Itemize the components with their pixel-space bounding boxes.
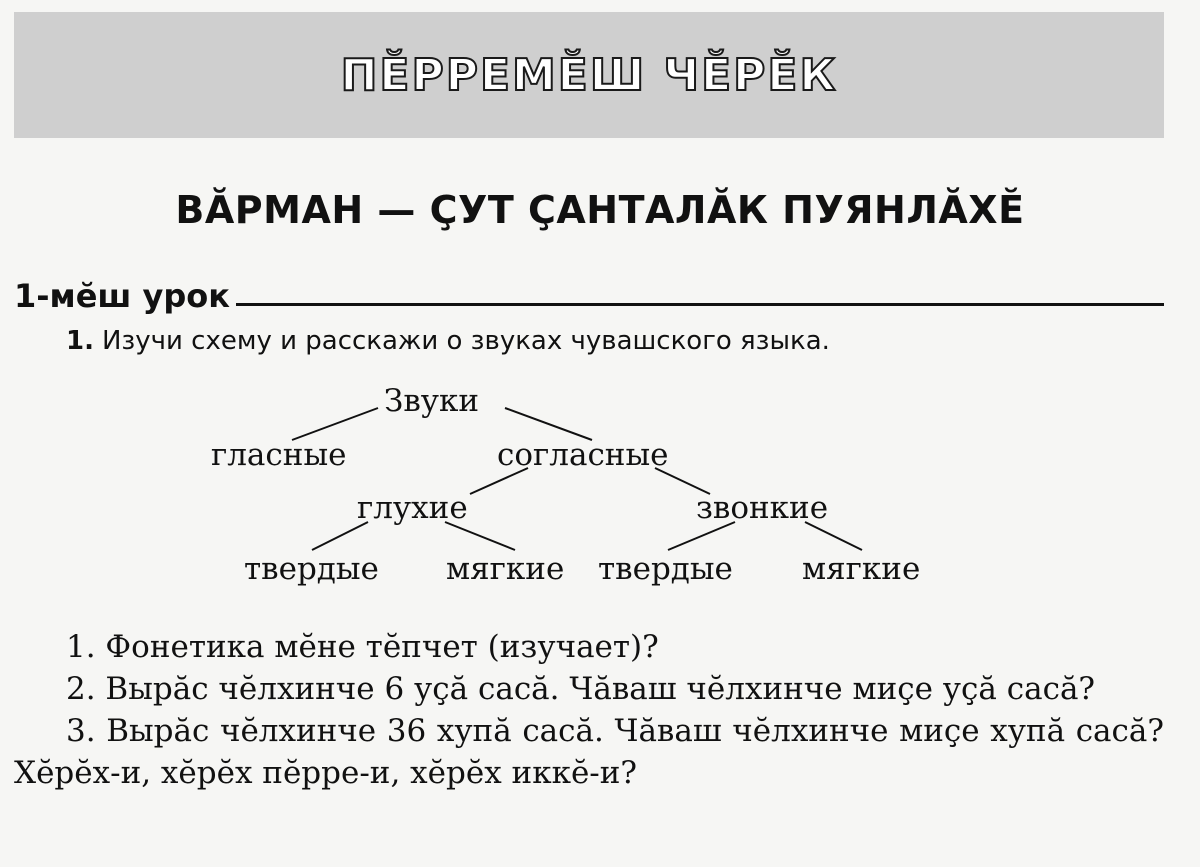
connector-root-vowels bbox=[292, 408, 378, 440]
task-instruction bbox=[66, 326, 830, 356]
lesson-heading bbox=[14, 270, 1164, 314]
task-text: Изучи схему и расскажи о звуках чувашского языка. bbox=[101, 326, 830, 356]
scheme-voiceless-soft: мягкие bbox=[446, 551, 565, 587]
chapter-banner bbox=[14, 12, 1164, 138]
task-number: 1. bbox=[66, 326, 94, 356]
scheme-root-sounds: Звуки bbox=[384, 383, 480, 419]
questions-list bbox=[14, 626, 1164, 794]
scheme-voiceless-hard: твердые bbox=[244, 551, 379, 587]
connector-voiceless-hard bbox=[312, 522, 368, 550]
connector-voiced-soft bbox=[805, 522, 862, 550]
scheme-voiceless: глухие bbox=[357, 490, 468, 526]
question-item: 3. Вырăс чĕлхинче 36 хупă сасă. Чăваш чĕлхинче миçе хупă сасă? Хĕрĕх-и, хĕрĕх пĕрре-и, хĕрĕх иккĕ-и? bbox=[14, 713, 1164, 791]
connector-root-consonants bbox=[505, 408, 592, 440]
question-item: 1. Фонетика мĕне тĕпчет (изучает)? bbox=[66, 629, 659, 665]
lesson-rule bbox=[236, 303, 1164, 306]
lesson-label: 1-мĕш урок bbox=[14, 277, 230, 315]
connector-voiced-hard bbox=[668, 522, 735, 550]
chapter-title: ПĔРРЕМĔШ ЧĔРĔК bbox=[340, 49, 838, 101]
section-title: ВĂРМАН — ÇУТ ÇАНТАЛĂК ПУЯНЛĂХĔ bbox=[175, 188, 1025, 232]
scheme-vowels: гласные bbox=[211, 437, 347, 473]
scheme-voiced: звонкие bbox=[696, 490, 829, 526]
scheme-voiced-hard: твердые bbox=[598, 551, 733, 587]
scheme-consonants: согласные bbox=[497, 437, 669, 473]
question-item: 2. Вырăс чĕлхинче 6 уçă сасă. Чăваш чĕлхинче миçе уçă сасă? bbox=[66, 671, 1096, 707]
scheme-voiced-soft: мягкие bbox=[802, 551, 921, 587]
connector-voiceless-soft bbox=[445, 522, 515, 550]
